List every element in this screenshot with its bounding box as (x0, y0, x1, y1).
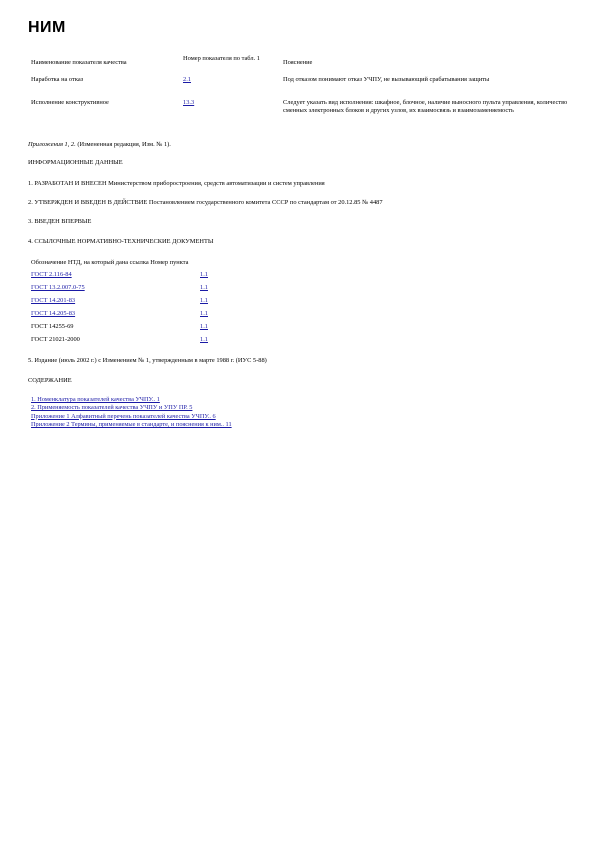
reference-item-link[interactable]: 1.1 (200, 297, 208, 304)
reference-doc-link[interactable]: ГОСТ 14.201-83 (31, 297, 76, 304)
table-row-number-link[interactable]: 13.3 (183, 99, 195, 106)
appendix-note (28, 141, 171, 149)
reference-item-link[interactable]: 1.1 (200, 271, 208, 278)
toc-link[interactable]: Приложение 1 Алфавитный перечень показателей качества УЧПУ.. 6 (31, 412, 216, 420)
references-header-item: Номер пункта (150, 259, 189, 266)
table-of-contents (31, 396, 232, 430)
reference-doc: ГОСТ 21021-2000 (31, 336, 80, 343)
reference-doc: ГОСТ 14255-69 (31, 323, 74, 330)
table-header-number: Номер показателя по табл. 1 (183, 55, 260, 62)
page-title: НИМ (28, 19, 66, 36)
toc-link[interactable]: Приложение 2 Термины, применяемые в стандарте, и пояснения к ним.. 11 (31, 421, 232, 429)
toc-link[interactable]: 2. Применяемость показателей качества УЧПУ и УПУ ПР. 5 (31, 404, 193, 412)
table-header-note: Пояснение (283, 59, 313, 66)
reference-doc-link[interactable]: ГОСТ 14.205-83 (31, 310, 76, 317)
info-heading: ИНФОРМАЦИОННЫЕ ДАННЫЕ (28, 159, 123, 166)
info-paragraph: 2. УТВЕРЖДЕН И ВВЕДЕН В ДЕЙСТВИЕ Постановлением государственного комитета СССР по стандартам от 20.12.85 № 4487 (28, 199, 383, 206)
toc-link[interactable]: 1. Номенклатура показателей качества УЧПУ.. 1 (31, 396, 160, 403)
info-paragraph: 3. ВВЕДЕН ВПЕРВЫЕ (28, 218, 92, 225)
edition-note: 5. Издание (июль 2002 г.) с Изменением № 1, утвержденным в марте 1988 г. (ИУС 5-88) (28, 357, 267, 364)
contents-heading: СОДЕРЖАНИЕ (28, 377, 72, 384)
appendix-note-text: (Измененная редакция, Изм. № 1). (75, 141, 171, 148)
table-row-name: Исполнение конструктивное (31, 99, 109, 106)
reference-item-link[interactable]: 1.1 (200, 336, 208, 343)
reference-doc-link[interactable]: ГОСТ 2.116-84 (31, 271, 72, 278)
reference-item-link[interactable]: 1.1 (200, 323, 208, 330)
references-header (31, 259, 188, 267)
table-header-name: Наименование показателя качества (31, 59, 127, 66)
reference-item-link[interactable]: 1.1 (200, 310, 208, 317)
info-paragraph: 4. ССЫЛОЧНЫЕ НОРМАТИВНО-ТЕХНИЧЕСКИЕ ДОКУМЕНТЫ (28, 238, 214, 245)
info-paragraph: 1. РАЗРАБОТАН И ВНЕСЕН Министерством приборостроения, средств автоматизации и систем управления (28, 180, 325, 187)
appendix-note-italic: Приложения 1, 2. (28, 141, 76, 148)
table-row-number-link[interactable]: 2.1 (183, 76, 191, 83)
references-header-doc: Обозначение НТД, на который дана ссылка (31, 259, 149, 266)
table-row-note: Под отказом понимают отказ УЧПУ, не вызывающий срабатывания защиты (283, 76, 490, 83)
reference-item-link[interactable]: 1.1 (200, 284, 208, 291)
table-row-name: Наработка на отказ (31, 76, 84, 83)
reference-doc-link[interactable]: ГОСТ 13.2.007.0-75 (31, 284, 85, 291)
table-row-note: Следует указать вид исполнения: шкафное, блочное, наличие выносного пульта управления, количество сменных электронных блоков и других узлов, их взаимосвязь и взаимозаменяемость (283, 99, 568, 114)
